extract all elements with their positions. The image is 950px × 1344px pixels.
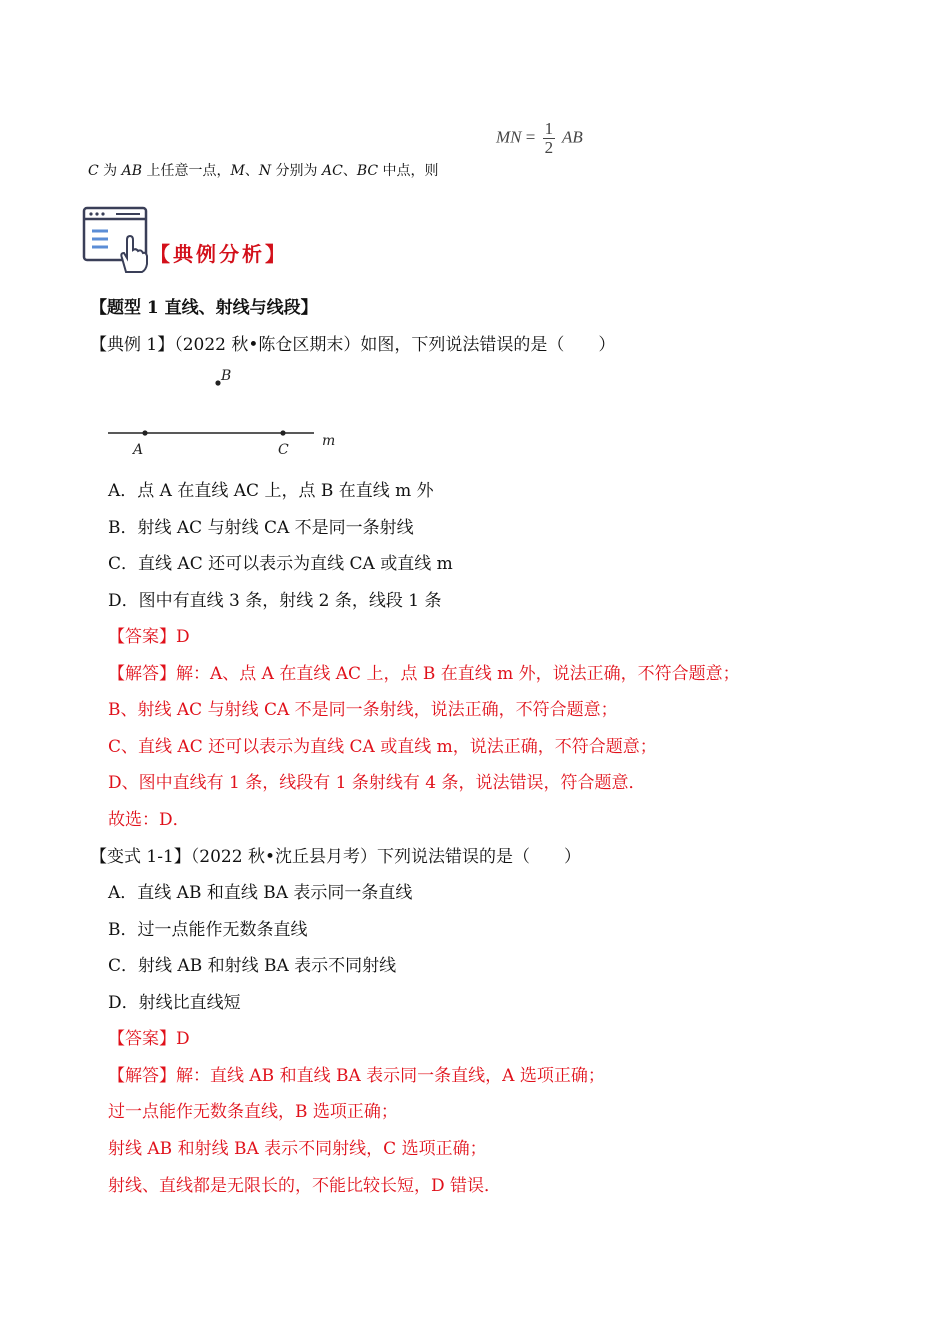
option-c: C．射线 AB 和射线 BA 表示不同射线 xyxy=(108,956,397,976)
answer-label: 【答案】D xyxy=(108,627,190,647)
intro-c: C xyxy=(88,163,99,179)
formula-equals: = xyxy=(525,127,536,147)
solution-line: B、射线 AC 与射线 CA 不是同一条射线，说法正确，不符合题意； xyxy=(108,700,618,720)
section-title: 【题型 1 直线、射线与线段】 xyxy=(90,298,318,318)
solution-line: 【解答】解：A、点 A 在直线 AC 上，点 B 在直线 m 外，说法正确，不符合题意； xyxy=(108,664,740,684)
option-b: B．过一点能作无数条直线 xyxy=(108,920,308,940)
option-b: B．射线 AC 与射线 CA 不是同一条射线 xyxy=(108,518,414,538)
intro-text: 为 xyxy=(98,163,122,179)
solution-line: C、直线 AC 还可以表示为直线 CA 或直线 m，说法正确，不符合题意； xyxy=(108,737,657,757)
formula-mn xyxy=(496,120,583,157)
option-a: A．点 A 在直线 AC 上，点 B 在直线 m 外 xyxy=(108,481,434,501)
label-b: B xyxy=(221,368,232,384)
example-header: 【典例 1】（2022 秋•陈仓区期末）如图，下列说法错误的是（ ） xyxy=(90,335,616,355)
formula-numerator: 1 xyxy=(544,119,554,138)
point-a-dot xyxy=(142,430,147,435)
intro-text: 上任意一点， xyxy=(142,163,231,179)
intro-text: 分别为 xyxy=(271,163,322,179)
intro-text: 、 xyxy=(342,163,357,179)
line-figure xyxy=(100,364,350,464)
point-b-dot xyxy=(215,380,220,385)
intro-text: 、 xyxy=(244,163,259,179)
intro-text: 中点，则 xyxy=(378,163,439,179)
point-c-dot xyxy=(280,430,285,435)
solution-line: 【解答】解：直线 AB 和直线 BA 表示同一条直线，A 选项正确； xyxy=(108,1066,605,1086)
formula-lhs: MN xyxy=(496,127,522,147)
intro-ab: AB xyxy=(121,163,143,179)
formula-denominator: 2 xyxy=(544,138,554,157)
intro-ac: AC xyxy=(321,163,343,179)
solution-line: D、图中直线有 1 条，线段有 1 条射线有 4 条，说法错误，符合题意． xyxy=(108,773,646,793)
solution-line: 射线、直线都是无限长的，不能比较长短，D 错误． xyxy=(108,1176,502,1196)
option-d: D．图中有直线 3 条，射线 2 条，线段 1 条 xyxy=(108,591,442,611)
option-c: C．直线 AC 还可以表示为直线 CA 或直线 m xyxy=(108,554,453,574)
solution-line: 射线 AB 和射线 BA 表示不同射线，C 选项正确； xyxy=(108,1139,487,1159)
formula-fraction xyxy=(543,120,556,157)
solution-line: 过一点能作无数条直线，B 选项正确； xyxy=(108,1102,398,1122)
variant-header: 【变式 1-1】（2022 秋•沈丘县月考）下列说法错误的是（ ） xyxy=(90,847,581,867)
label-m: m xyxy=(322,433,336,449)
option-d: D．射线比直线短 xyxy=(108,993,241,1013)
intro-line xyxy=(88,160,439,180)
option-a: A．直线 AB 和直线 BA 表示同一条直线 xyxy=(108,883,413,903)
intro-n: N xyxy=(258,163,272,179)
intro-m: M xyxy=(230,163,245,179)
formula-rhs: AB xyxy=(562,127,583,147)
answer-label: 【答案】D xyxy=(108,1029,190,1049)
browser-click-icon xyxy=(82,206,152,274)
solution-line: 故选：D． xyxy=(108,810,190,830)
intro-bc: BC xyxy=(356,163,379,179)
label-c: C xyxy=(278,442,289,458)
label-a: A xyxy=(133,442,144,458)
section-banner: 【典例分析】 xyxy=(150,242,288,266)
